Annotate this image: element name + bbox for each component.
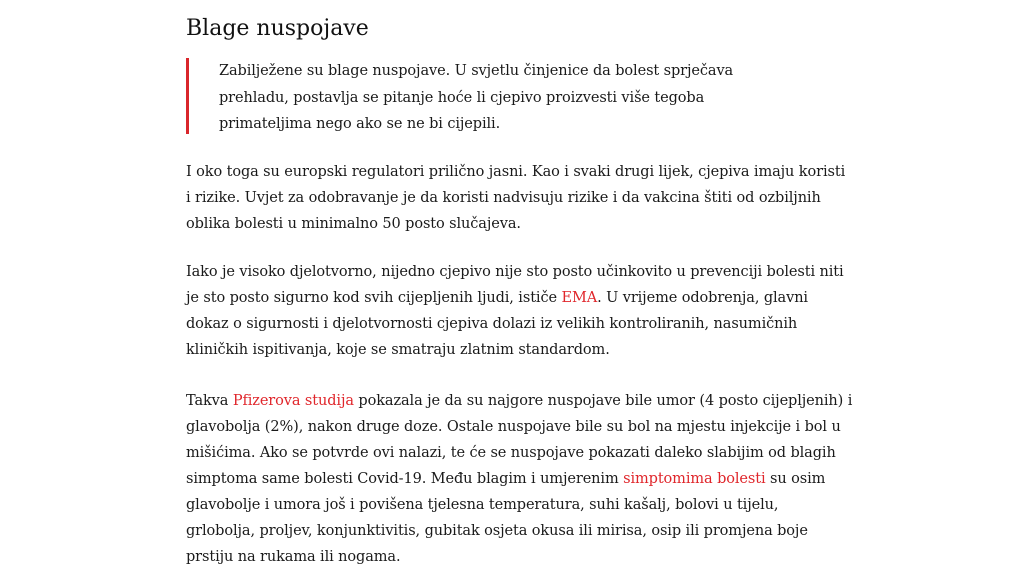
text-segment: simptoma same bolesti Covid-19. Među blagim i umjerenim (186, 471, 624, 487)
paragraph-line: glavobolja (2%), nakon druge doze. Ostale nuspojave bile su bol na mjestu injekcije i bol u (186, 419, 841, 435)
pull-quote-text (219, 58, 796, 138)
paragraph-line: i rizike. Uvjet za odobravanje je da koristi nadvisuju rizike i da vakcina štiti od ozbiljnih (186, 190, 821, 206)
ema-link[interactable]: EMA (561, 290, 598, 306)
text-segment: je sto posto sigurno kod svih cijepljenih ljudi, ističe (186, 290, 562, 306)
text-segment: Takva (186, 393, 233, 409)
paragraph-line: oblika bolesti u minimalno 50 posto slučajeva. (186, 216, 521, 232)
disease-symptoms-link[interactable]: simptomima bolesti (623, 471, 766, 487)
section-heading: Blage nuspojave (186, 16, 369, 41)
paragraph-line: dokaz o sigurnosti i djelotvornosti cjepiva dolazi iz velikih kontroliranih, nasumičnih (186, 316, 798, 332)
paragraph-line: mišićima. Ako se potvrde ovi nalazi, te će se nuspojave pokazati daleko slabijim od blagih (186, 445, 836, 461)
paragraph-line: Iako je visoko djelotvorno, nijedno cjepivo nije sto posto učinkovito u prevenciji bolesti niti (186, 264, 844, 280)
pull-quote-line: postavlja se pitanje hoće li cjepivo proizvesti više tegoba primateljima nego ako se (219, 89, 705, 132)
paragraph-line (186, 388, 852, 414)
pull-quote (186, 58, 796, 134)
paragraph-line: grlobolja, proljev, konjunktivitis, gubitak osjeta okusa ili mirisa, osip ili promjena boje (186, 523, 808, 539)
pull-quote-line: Zabilježene su blage nuspojave. U svjetlu činjenice da bolest sprječava prehladu, (219, 63, 734, 106)
paragraph-line: glavobolje i umora još i povišena tjelesna temperatura, suhi kašalj, bolovi u tijelu, (186, 497, 779, 513)
paragraph-regulators (186, 159, 845, 237)
text-segment: su osim (765, 471, 826, 487)
pull-quote-line: ne bi cijepili. (406, 116, 501, 132)
paragraph-line: kliničkih ispitivanja, koje se smatraju zlatnim standardom. (186, 342, 610, 358)
paragraph-pfizer-study (186, 388, 852, 570)
pfizer-study-link[interactable]: Pfizerova studija (232, 393, 354, 409)
paragraph-line: I oko toga su europski regulatori prilično jasni. Kao i svaki drugi lijek, cjepiva imaju koristi (186, 164, 846, 180)
paragraph-line (186, 285, 844, 311)
paragraph-effectiveness (186, 259, 844, 363)
paragraph-line: prstiju na rukama ili nogama. (186, 549, 401, 565)
text-segment: pokazala je da su najgore nuspojave bile umor (4 posto cijepljenih) i (353, 393, 853, 409)
paragraph-line (186, 466, 852, 492)
text-segment: . U vrijeme odobrenja, glavni (597, 290, 808, 306)
